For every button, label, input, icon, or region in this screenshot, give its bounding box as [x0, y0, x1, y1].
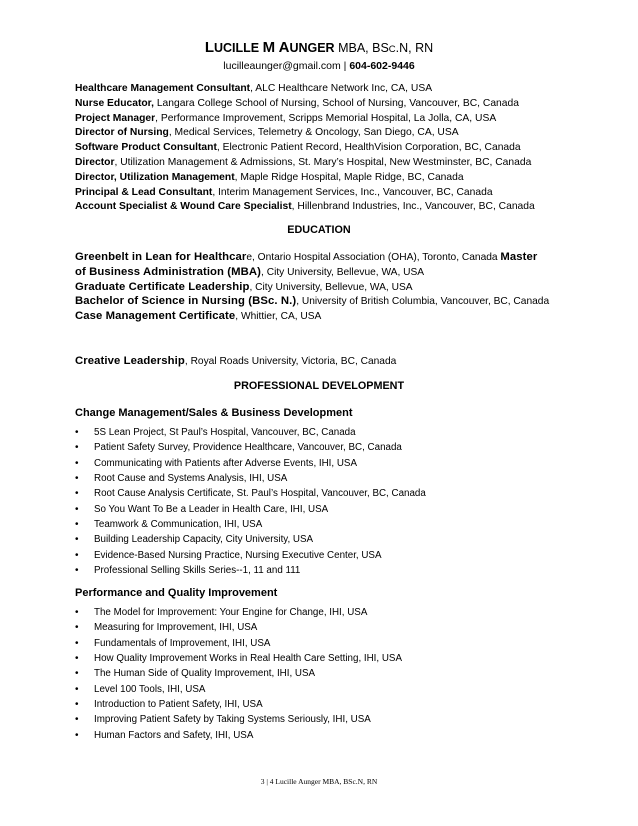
name-last-rest: UNGER	[289, 41, 335, 55]
education-item: Case Management Certificate, Whittier, CA, USA	[75, 310, 322, 323]
experience-item: Principal & Lead Consultant, Interim Management Services, Inc., Vancouver, BC, Canada	[75, 186, 493, 198]
list-item: • How Quality Improvement Works in Real Health Care Setting, IHI, USA	[75, 651, 605, 666]
education-extra	[75, 354, 605, 369]
phone: 604-602-9446	[349, 60, 415, 72]
bullet-icon: •	[75, 473, 79, 485]
list-item: • Root Cause and Systems Analysis, IHI, USA	[75, 471, 605, 486]
education-item: Creative Leadership, Royal Roads University, Victoria, BC, Canada	[75, 355, 397, 367]
contact-separator: |	[343, 60, 347, 72]
name-middle: M	[262, 39, 276, 56]
list-item: • The Human Side of Quality Improvement, IHI, USA	[75, 666, 605, 681]
list-item: • 5S Lean Project, St Paul’s Hospital, Vancouver, BC, Canada	[75, 425, 605, 440]
list-item: • Improving Patient Safety by Taking Systems Seriously, IHI, USA	[75, 712, 605, 727]
bullet-icon: •	[75, 683, 79, 695]
contact-line	[0, 60, 638, 72]
bullet-icon: •	[75, 637, 79, 649]
bullet-icon: •	[75, 503, 79, 515]
bullet-icon: •	[75, 729, 79, 741]
credentials: MBA, BSC.N, RN	[338, 41, 434, 55]
list-item: • Teamwork & Communication, IHI, USA	[75, 517, 605, 532]
bullet-icon: •	[75, 427, 79, 438]
list-item: • Communicating with Patients after Adverse Events, IHI, USA	[75, 456, 605, 471]
bullet-icon: •	[75, 549, 79, 561]
name-last-initial: A	[278, 39, 290, 56]
bullet-icon: •	[75, 519, 79, 531]
experience-item: Nurse Educator, Langara College School of Nursing, School of Nursing, Vancouver, BC, Canada	[75, 97, 519, 109]
list-item: • Measuring for Improvement, IHI, USA	[75, 620, 605, 635]
list-item: • Building Leadership Capacity, City University, USA	[75, 532, 605, 547]
bullet-icon: •	[75, 534, 79, 546]
education-item: Graduate Certificate Leadership, City University, Bellevue, WA, USA	[75, 280, 413, 293]
professional-development-heading: PROFESSIONAL DEVELOPMENT	[233, 380, 405, 392]
experience-item: Account Specialist & Wound Care Specialist, Hillenbrand Industries, Inc., Vancouver, BC, Canada	[75, 201, 535, 213]
list-item: • The Model for Improvement: Your Engine for Change, IHI, USA	[75, 605, 605, 620]
group-title-change-management: Change Management/Sales & Business Development	[75, 407, 353, 419]
experience-item: Director, Utilization Management & Admissions, St. Mary’s Hospital, New Westminster, BC, Canada	[75, 156, 532, 168]
name-heading	[0, 40, 638, 58]
bullet-icon: •	[75, 607, 79, 618]
name-first-rest: UCILLE	[213, 41, 260, 55]
bullet-icon: •	[75, 488, 79, 500]
experience-item: Project Manager, Performance Improvement, Scripps Memorial Hospital, La Jolla, CA, USA	[75, 112, 497, 124]
list-item: • Root Cause Analysis Certificate, St. Paul’s Hospital, Vancouver, BC, Canada	[75, 486, 605, 501]
bullet-icon: •	[75, 565, 79, 577]
bullet-icon: •	[75, 653, 79, 665]
education-item: Greenbelt in Lean for Healthcare, Ontario Hospital Association (OHA), Toronto, Canada Master	[75, 251, 538, 263]
list-item: • Level 100 Tools, IHI, USA	[75, 682, 605, 697]
name-first-initial: L	[204, 39, 214, 56]
experience-item: Director of Nursing, Medical Services, Telemetry & Oncology, San Diego, CA, USA	[75, 127, 459, 139]
bullet-list-change-management	[75, 425, 605, 578]
education-list	[75, 250, 605, 324]
page-footer: 3 | 4 Lucille Aunger MBA, BSc.N, RN	[260, 777, 378, 786]
list-item: • So You Want To Be a Leader in Health Care, IHI, USA	[75, 502, 605, 517]
experience-list	[75, 82, 605, 215]
education-item: Bachelor of Science in Nursing (BSc. N.), University of British Columbia, Vancouver, BC, Canada	[75, 295, 550, 308]
experience-item: Software Product Consultant, Electronic Patient Record, HealthVision Corporation, BC, Canada	[75, 142, 521, 154]
list-item: • Human Factors and Safety, IHI, USA	[75, 728, 605, 743]
experience-item: Healthcare Management Consultant, ALC Healthcare Network Inc, CA, USA	[75, 83, 433, 94]
education-item: of Business Administration (MBA), City University, Bellevue, WA, USA	[75, 265, 425, 278]
list-item: • Professional Selling Skills Series--1, 11 and 111	[75, 563, 605, 578]
experience-item: Director, Utilization Management, Maple Ridge Hospital, Maple Ridge, BC, Canada	[75, 171, 464, 183]
email: lucilleaunger@gmail.com	[223, 60, 341, 72]
bullet-icon: •	[75, 622, 79, 634]
bullet-icon: •	[75, 668, 79, 680]
bullet-icon: •	[75, 699, 79, 711]
list-item: • Introduction to Patient Safety, IHI, USA	[75, 697, 605, 712]
bullet-icon: •	[75, 457, 79, 469]
list-item: • Fundamentals of Improvement, IHI, USA	[75, 636, 605, 651]
group-title-performance-quality: Performance and Quality Improvement	[75, 587, 278, 599]
bullet-icon: •	[75, 442, 79, 454]
education-heading: EDUCATION	[287, 224, 351, 236]
bullet-icon: •	[75, 714, 79, 726]
bullet-list-performance-quality	[75, 605, 605, 743]
list-item: • Evidence-Based Nursing Practice, Nursing Executive Center, USA	[75, 548, 605, 563]
list-item: • Patient Safety Survey, Providence Healthcare, Vancouver, BC, Canada	[75, 440, 605, 455]
